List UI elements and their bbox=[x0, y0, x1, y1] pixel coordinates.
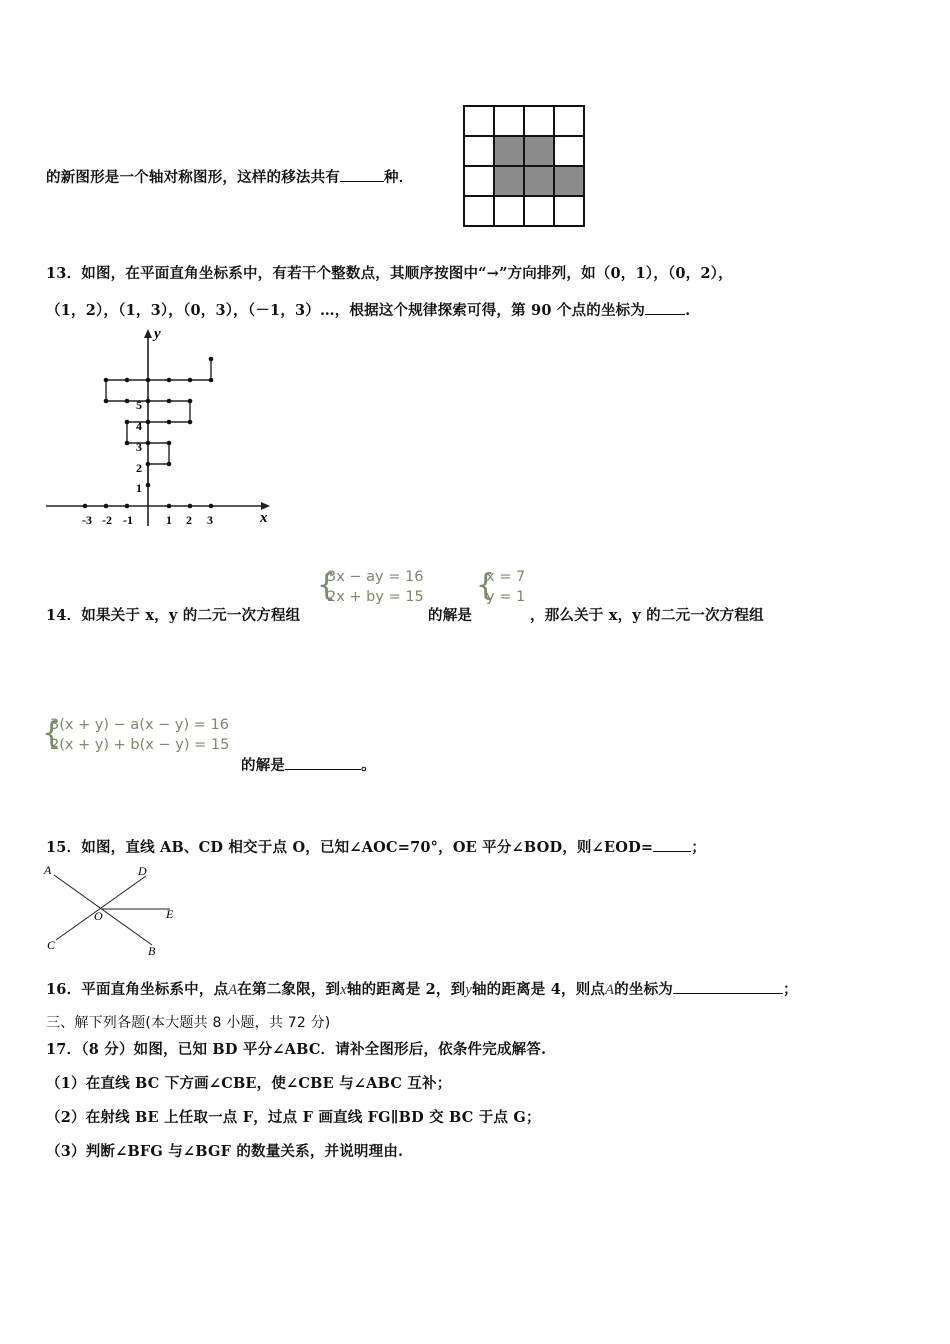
lattice-point bbox=[209, 357, 214, 362]
q14-suffix: ，那么关于 x，y 的二元一次方程组 bbox=[530, 607, 764, 624]
lattice-point bbox=[188, 399, 193, 404]
label-c: C bbox=[47, 938, 56, 952]
q13-line2: （1，2），（1，3），（0，3），（－1，3）…，根据这个规律探索可得，第 90 个点的坐标为 . bbox=[46, 302, 691, 319]
lattice-point bbox=[104, 378, 109, 383]
lattice-point bbox=[167, 441, 172, 446]
x-axis-point bbox=[83, 504, 88, 509]
grid-cell bbox=[464, 136, 494, 166]
y-tick-label: 5 bbox=[136, 398, 142, 412]
q16-blank[interactable] bbox=[673, 981, 783, 994]
label-d: D bbox=[138, 864, 147, 878]
q15-intersecting-lines-figure bbox=[40, 860, 190, 960]
grid-cell-shaded bbox=[494, 136, 524, 166]
x-axis-point bbox=[167, 504, 172, 509]
q13-blank[interactable] bbox=[645, 302, 685, 315]
grid-cell-shaded bbox=[524, 166, 554, 196]
q14-end: 的解是 。 bbox=[241, 757, 376, 774]
q17-step2: （2）在射线 BE 上任取一点 F，过点 F 画直线 FG∥BD 交 BC 于点 G； bbox=[46, 1109, 541, 1126]
q14-mid: 的解是 bbox=[428, 607, 473, 624]
x-tick-label: 1 bbox=[166, 513, 172, 527]
q14-system2: 3(x + y) − a(x − y) = 16 2(x + y) + b(x − y) = 15 bbox=[50, 717, 230, 753]
y-axis-label: y bbox=[154, 326, 161, 342]
y-tick-label: 2 bbox=[136, 461, 142, 475]
x-tick-label: -2 bbox=[102, 513, 112, 527]
grid-cell bbox=[524, 196, 554, 226]
x-axis-label: x bbox=[260, 510, 268, 526]
q16-text: 16．平面直角坐标系中，点A在第二象限，到x轴的距离是 2，到y轴的距离是 4，则点A的坐标为 ； bbox=[46, 981, 798, 998]
grid-cell bbox=[554, 106, 584, 136]
lattice-point bbox=[146, 462, 151, 467]
grid-cell bbox=[464, 196, 494, 226]
q15-blank[interactable] bbox=[653, 839, 691, 852]
y-tick-label: 3 bbox=[136, 440, 142, 454]
x-tick-label: 3 bbox=[207, 513, 213, 527]
q17-intro: 17．（8 分）如图，已知 BD 平分∠ABC．请补全图形后，依条件完成解答. bbox=[46, 1041, 547, 1058]
grid-cell-shaded bbox=[554, 166, 584, 196]
section3-title: 三、解下列各题(本大题共 8 小题，共 72 分) bbox=[46, 1015, 331, 1031]
lattice-point bbox=[146, 399, 151, 404]
grid-cell bbox=[494, 196, 524, 226]
lattice-point bbox=[125, 399, 130, 404]
grid-cell bbox=[464, 166, 494, 196]
label-a: A bbox=[44, 863, 52, 877]
lattice-point bbox=[167, 399, 172, 404]
x-axis-point bbox=[125, 504, 130, 509]
q14-solution-brace: { bbox=[476, 568, 496, 603]
lattice-point bbox=[188, 420, 193, 425]
lattice-point bbox=[167, 378, 172, 383]
lattice-point bbox=[125, 378, 130, 383]
grid-cell bbox=[494, 106, 524, 136]
q12-text: 的新图形是一个轴对称图形，这样的移法共有 种． bbox=[46, 169, 414, 186]
q14-prefix: 14．如果关于 x，y 的二元一次方程组 bbox=[46, 607, 301, 624]
q14-system2-brace: { bbox=[42, 716, 62, 751]
q13-line1: 13．如图，在平面直角坐标系中，有若干个整数点，其顺序按图中“→”方向排列，如（0，1），（0，2）， bbox=[46, 265, 733, 282]
q17-step1: （1）在直线 BC 下方画∠CBE，使∠CBE 与∠ABC 互补； bbox=[46, 1075, 452, 1092]
x-axis-point bbox=[104, 504, 109, 509]
q17-step3: （3）判断∠BFG 与∠BGF 的数量关系，并说明理由. bbox=[46, 1143, 404, 1160]
q12-blank[interactable] bbox=[340, 169, 384, 182]
lattice-point bbox=[146, 420, 151, 425]
x-axis-arrow-icon bbox=[261, 502, 270, 510]
q12-grid-figure bbox=[462, 104, 586, 228]
lattice-point bbox=[167, 462, 172, 467]
x-axis-point bbox=[188, 504, 193, 509]
lattice-point bbox=[146, 483, 151, 488]
grid-cell-shaded bbox=[524, 136, 554, 166]
lattice-point bbox=[167, 420, 172, 425]
y-tick-label: 4 bbox=[136, 419, 142, 433]
grid-cell bbox=[524, 106, 554, 136]
lattice-point bbox=[209, 378, 214, 383]
grid-cell bbox=[554, 136, 584, 166]
q14-system1: 3x − ay = 16 2x + by = 15 bbox=[327, 569, 424, 605]
x-axis-point bbox=[209, 504, 214, 509]
q13-coordinate-graph bbox=[44, 326, 276, 532]
lattice-point bbox=[125, 441, 130, 446]
y-axis-arrow-icon bbox=[144, 329, 152, 338]
lattice-point bbox=[146, 378, 151, 383]
grid-cell-shaded bbox=[494, 166, 524, 196]
q14-blank[interactable] bbox=[285, 757, 361, 770]
x-tick-label: -1 bbox=[123, 513, 133, 527]
lattice-point bbox=[104, 399, 109, 404]
lattice-point bbox=[146, 441, 151, 446]
line-ab bbox=[54, 875, 152, 945]
lattice-point bbox=[125, 420, 130, 425]
lattice-path-line bbox=[106, 359, 211, 485]
x-tick-label: 2 bbox=[186, 513, 192, 527]
label-b: B bbox=[148, 944, 156, 958]
q14-system1-brace: { bbox=[317, 568, 337, 603]
y-tick-label: 1 bbox=[136, 481, 142, 495]
q14-solution: x = 7 y = 1 bbox=[486, 569, 526, 605]
grid-cell bbox=[554, 196, 584, 226]
grid-cell bbox=[464, 106, 494, 136]
label-e: E bbox=[166, 907, 174, 921]
q15-text: 15．如图，直线 AB、CD 相交于点 O，已知∠AOC=70°，OE 平分∠BOD，则∠EOD= ； bbox=[46, 839, 706, 856]
lattice-point bbox=[188, 378, 193, 383]
x-tick-label: -3 bbox=[82, 513, 92, 527]
label-o: O bbox=[94, 909, 103, 923]
